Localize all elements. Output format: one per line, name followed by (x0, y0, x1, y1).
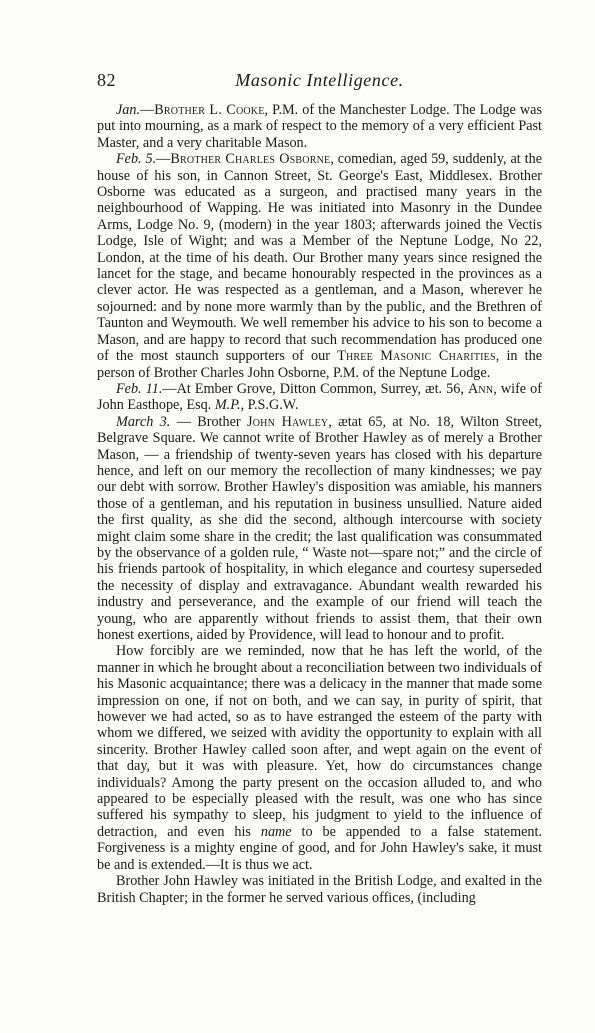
paragraph-text: Brother John Hawley was initiated in the British Lodge, and exalted in the British Chapter; in the former he served various offices, (including (97, 873, 542, 906)
entry-separator: — (140, 102, 155, 118)
running-title: Masonic Intelligence. (235, 70, 404, 90)
entry-date: Feb. 11. (116, 380, 163, 397)
entry-text: — Brother (170, 413, 247, 430)
entry-text: , comedian, aged 59, suddenly, at the house of his son, in Cannon Street, St. George's East, Middlesex. Brother Osborne was educated as a surgeon, and practised many years in the neighbourhood of Wapping. He was initiated into Masonry in the Dundee Arms, Lodge No. 9, (modern) in the year 1803; afterwards joined the Vectis Lodge, Isle of Wight; and was a Member of the Neptune Lodge, No 22, London, at the time of his death. Our Brother many years since resigned the lancet for the stage, and became honourably respected in the provinces as a clever actor. He was respected as a gentleman, and a Mason, wherever he sojourned: and by none more warmly than by the public, and the Brethren of Taunton and Weymouth. We well remember his advice to his son to become a Mason, and are happy to record that such recommendation has produced one of the most staunch supporters of our (97, 151, 542, 365)
entry-hawley (97, 414, 542, 644)
entry-date: Jan. (116, 102, 141, 118)
entry-name: Ann (467, 380, 494, 397)
entry-text: , P.M. of the Manchester Lodge. The Lodge was put into mourning, as a mark of respect to the memory of a very efficient Past Master, and a very charitable Mason. (97, 102, 542, 151)
entry-name: Brother Charles Osborne (170, 151, 331, 168)
mp-title: M.P. (214, 397, 241, 414)
entry-text: , ætat 65, at No. 18, Wilton Street, Belgrave Square. We cannot write of Brother Hawley as of merely a Brother Mason, — a friendship of twenty-seven years has closed with his departure hence, and left on our memory the recollection of many kindnesses; we pay our debt with sorrow. Brother Hawley's disposition was amiable, his manners those of a gentleman, and his reputation in business unsullied. Nature aided the first quality, as she did the second, although intercourse with society might claim some share in the credit; the last qualification was consummated by the observance of a golden rule, “ Waste not—spare not;” and the circle of his friends partook of hospitality, in which elegance and courtesy superseded the necessity of display and extravagance. Abundant wealth rewarded his industry and perseverance, and the example of our friend will teach the young, who are apparently without friends to assist them, that their own honest exertions, aided by Providence, will lead to honour and to profit. (97, 413, 542, 643)
entry-cooke (97, 102, 542, 151)
entry-name: Brother L. Cooke (154, 102, 265, 118)
article-body (97, 102, 542, 906)
paragraph-text: to be appended to a false statement. Forgiveness is a mighty engine of good, and for John Hawley's sake, it must be and is extended.—It is thus we act. (97, 823, 542, 873)
entry-text: —At Ember Grove, Ditton Common, Surrey, æt. 56, (162, 380, 468, 397)
emphasis-word: name (260, 823, 292, 840)
entry-separator: — (156, 151, 171, 168)
entry-easthope (97, 381, 542, 414)
entry-osborne (97, 151, 542, 381)
paragraph-initiated (97, 873, 542, 906)
entry-text: , in the person of Brother Charles John Osborne, P.M. of the Neptune Lodge. (97, 348, 542, 381)
entry-text: , wife of John Easthope, Esq. (97, 380, 542, 414)
paragraph-text: How forcibly are we reminded, now that he has left the world, of the manner in which he brought about a reconciliation between two individuals of his Masonic acquaintance; there was a delicacy in the manner that made some impression on one, if not on both, and we can say, in purity of spirit, that however we had acted, so as to have estranged the esteem of the party with whom we differed, we seized with avidity the opportunity to explain with all sincerity. Brother Hawley called soon after, and wept again on the event of that day, but it was with pleasure. Yet, how do circumstances change individuals? Among the party present on the occasion alluded to, and who appeared to be especially pleased with the result, was one who has since suffered his sympathy to sleep, his judgment to yield to the influence of detraction, and even his (97, 643, 542, 840)
page-header (97, 70, 542, 96)
entry-date: March 3. (116, 413, 171, 430)
entry-date: Feb. 5. (116, 151, 157, 168)
charities-name: Three Masonic Charities (337, 348, 496, 365)
paragraph-reminded (97, 643, 542, 873)
entry-name: John Hawley (247, 413, 329, 430)
page-number: 82 (97, 70, 116, 90)
entry-text: , P.S.G.W. (240, 397, 299, 414)
